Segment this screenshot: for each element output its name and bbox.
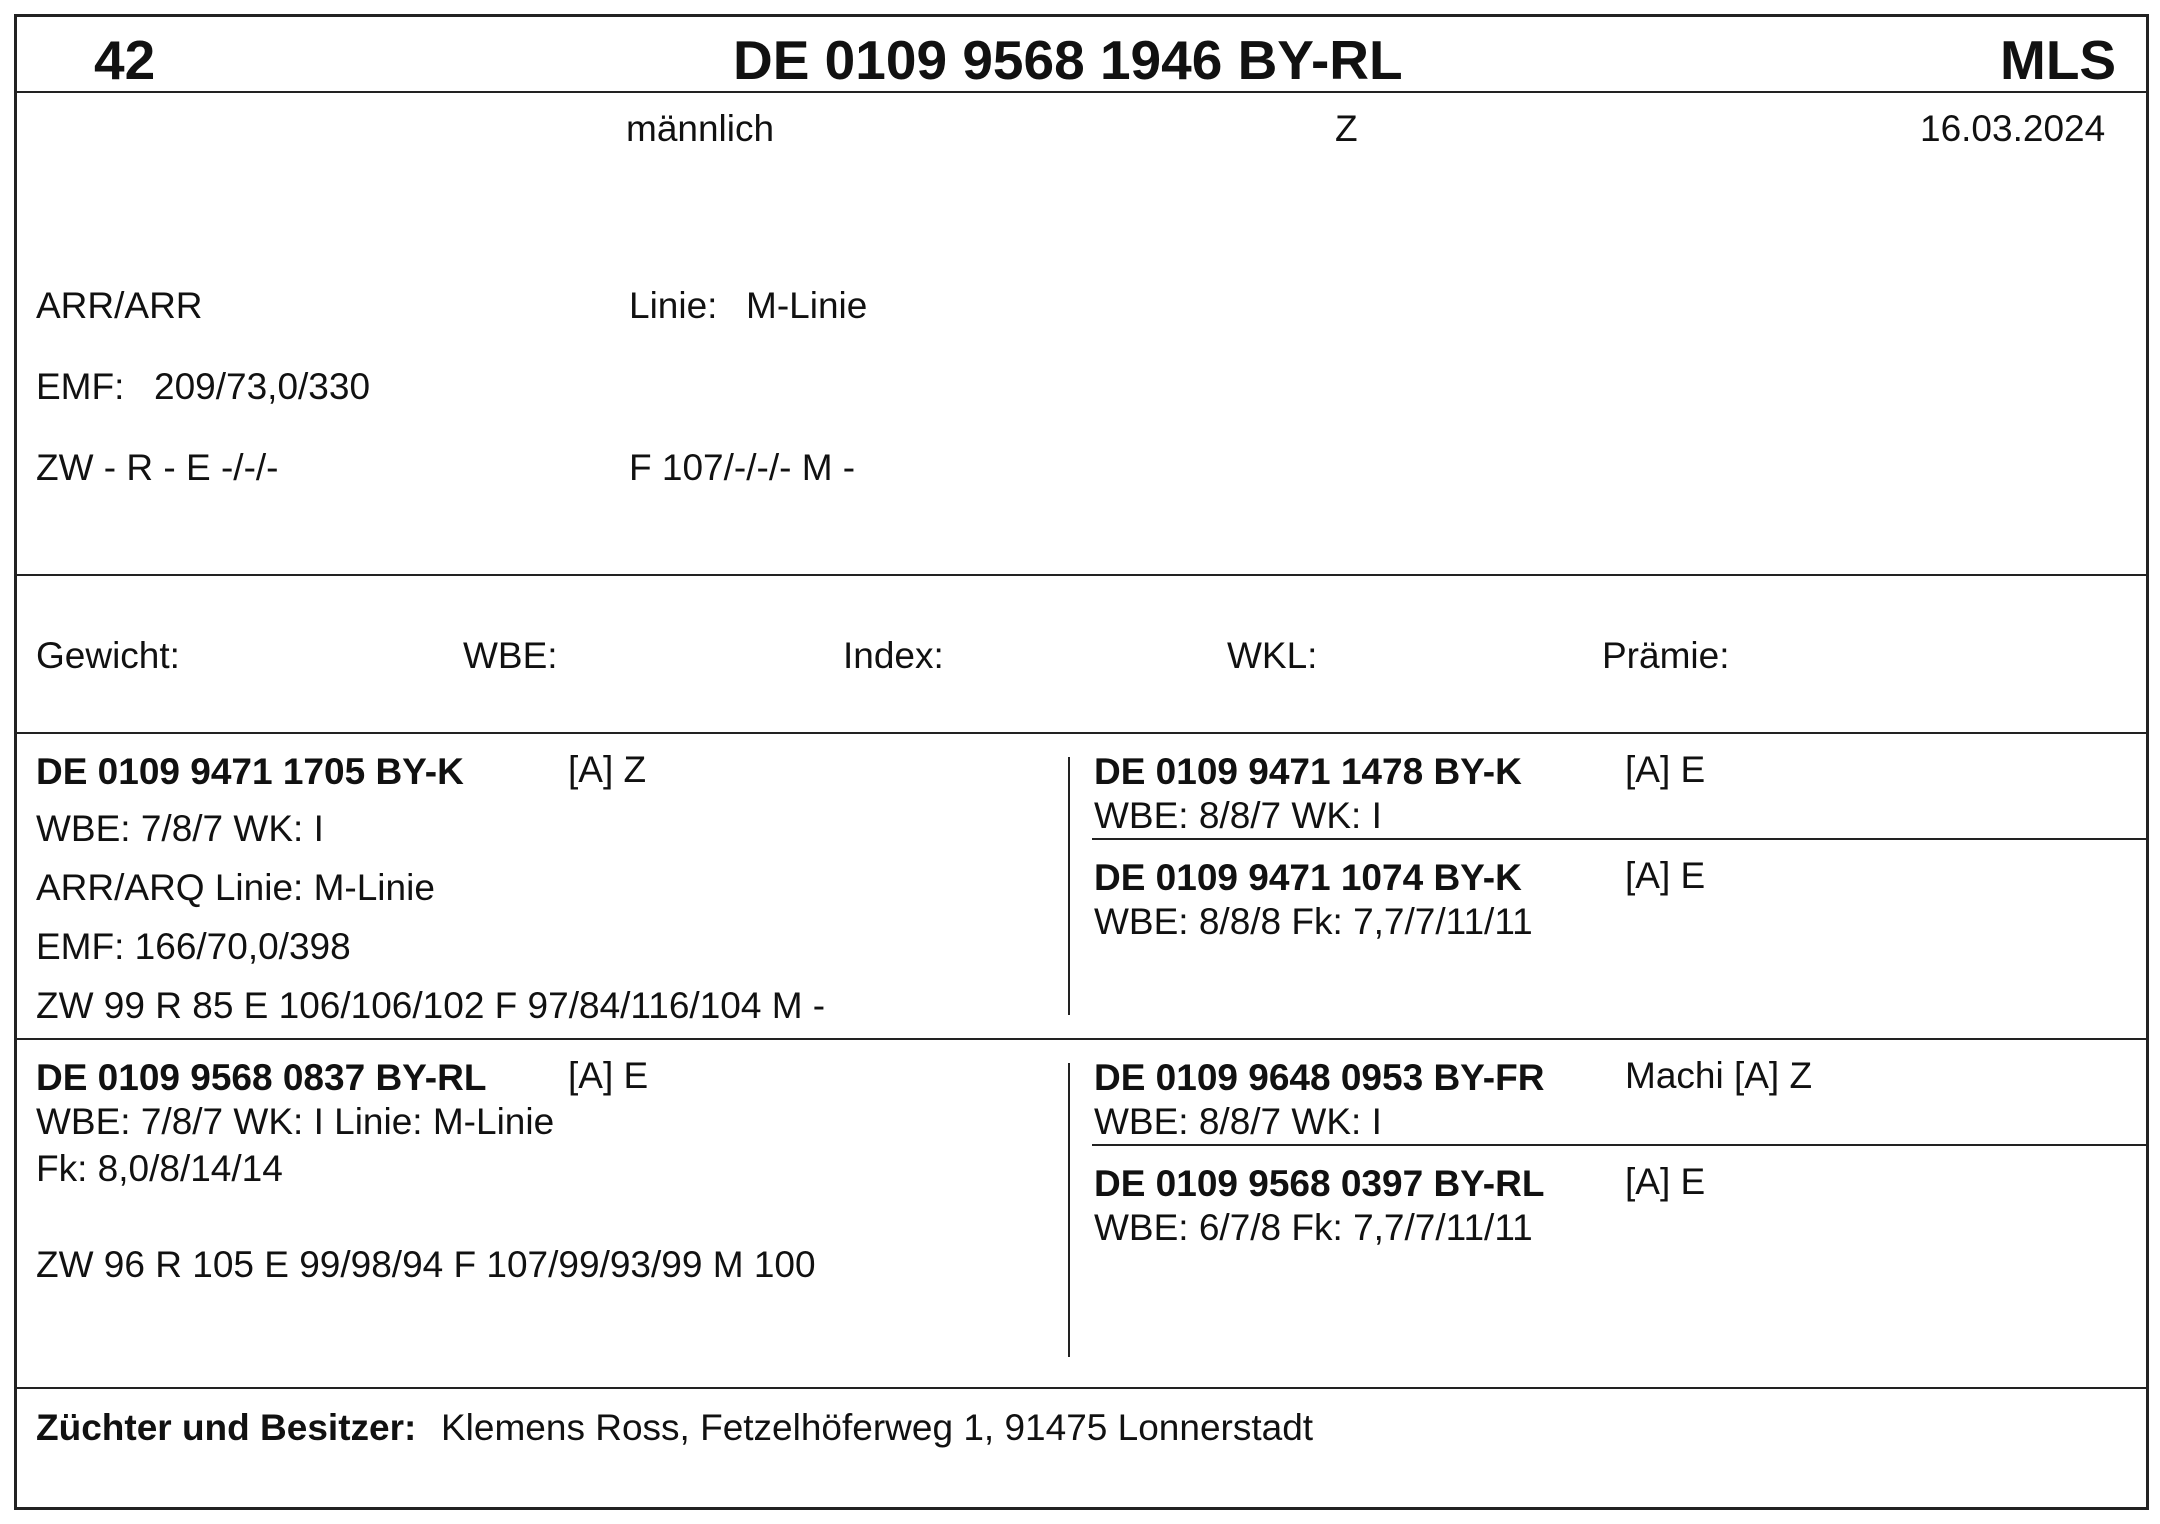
dam-tag: [A] E xyxy=(568,1055,649,1096)
dam-dam-tag: [A] E xyxy=(1625,1161,1706,1202)
emf-value: 209/73,0/330 xyxy=(154,366,371,407)
birth-date: 16.03.2024 xyxy=(1920,108,2106,149)
wbe-label: WBE: xyxy=(463,635,558,676)
sire-dam-id: DE 0109 9471 1074 BY-K xyxy=(1094,857,1522,898)
sire-linie: ARR/ARQ Linie: M-Linie xyxy=(36,867,435,908)
genotype: ARR/ARR xyxy=(36,285,203,326)
dam-dam-wbe: WBE: 6/7/8 Fk: 7,7/7/11/11 xyxy=(1094,1207,1533,1248)
owner-label: Züchter und Besitzer: xyxy=(36,1407,417,1448)
praemie-label: Prämie: xyxy=(1602,635,1730,676)
details-divider xyxy=(14,574,2149,576)
animal-ring-id: DE 0109 9568 1946 BY-RL xyxy=(733,29,1403,91)
index-label: Index: xyxy=(843,635,944,676)
dam-column-divider xyxy=(1068,1063,1070,1357)
sire-ancestors-divider xyxy=(1092,838,2149,840)
dam-fk: Fk: 8,0/8/14/14 xyxy=(36,1148,283,1189)
dam-wbe: WBE: 7/8/7 WK: I Linie: M-Linie xyxy=(36,1101,555,1142)
emf-label: EMF: xyxy=(36,366,125,407)
breed-code: MLS xyxy=(2000,29,2117,91)
sex: männlich xyxy=(626,108,775,149)
sire-wbe: WBE: 7/8/7 WK: I xyxy=(36,808,324,849)
f-values: F 107/-/-/- M - xyxy=(629,447,856,488)
dam-zw: ZW 96 R 105 E 99/98/94 F 107/99/93/99 M 100 xyxy=(36,1244,816,1285)
sire-sire-id: DE 0109 9471 1478 BY-K xyxy=(1094,751,1522,792)
catalog-number: 42 xyxy=(94,29,156,91)
dam-sire-id: DE 0109 9648 0953 BY-FR xyxy=(1094,1057,1545,1098)
gewicht-label: Gewicht: xyxy=(36,635,180,676)
owner-value: Klemens Ross, Fetzelhöferweg 1, 91475 Lonnerstadt xyxy=(441,1407,1314,1448)
sire-column-divider xyxy=(1068,757,1070,1015)
header-divider xyxy=(14,91,2149,93)
sire-tag: [A] Z xyxy=(568,749,647,790)
sire-dam-tag: [A] E xyxy=(1625,855,1706,896)
dam-dam-id: DE 0109 9568 0397 BY-RL xyxy=(1094,1163,1545,1204)
sire-id: DE 0109 9471 1705 BY-K xyxy=(36,751,464,792)
mark: Z xyxy=(1335,108,1358,149)
zw-values: ZW - R - E -/-/- xyxy=(36,447,279,488)
dam-id: DE 0109 9568 0837 BY-RL xyxy=(36,1057,487,1098)
linie-value: M-Linie xyxy=(746,285,868,326)
sire-sire-wbe: WBE: 8/8/7 WK: I xyxy=(1094,795,1382,836)
sire-zw: ZW 99 R 85 E 106/106/102 F 97/84/116/104 M - xyxy=(36,985,826,1026)
sire-emf: EMF: 166/70,0/398 xyxy=(36,926,351,967)
sire-dam-wbe: WBE: 8/8/8 Fk: 7,7/7/11/11 xyxy=(1094,901,1533,942)
linie-label: Linie: xyxy=(629,285,718,326)
metrics-divider xyxy=(14,732,2149,734)
dam-sire-tag: Machi [A] Z xyxy=(1625,1055,1813,1096)
parents-divider xyxy=(14,1038,2149,1040)
sire-sire-tag: [A] E xyxy=(1625,749,1706,790)
wkl-label: WKL: xyxy=(1227,635,1318,676)
owner-divider xyxy=(14,1387,2149,1389)
dam-sire-wbe: WBE: 8/8/7 WK: I xyxy=(1094,1101,1382,1142)
dam-ancestors-divider xyxy=(1092,1144,2149,1146)
